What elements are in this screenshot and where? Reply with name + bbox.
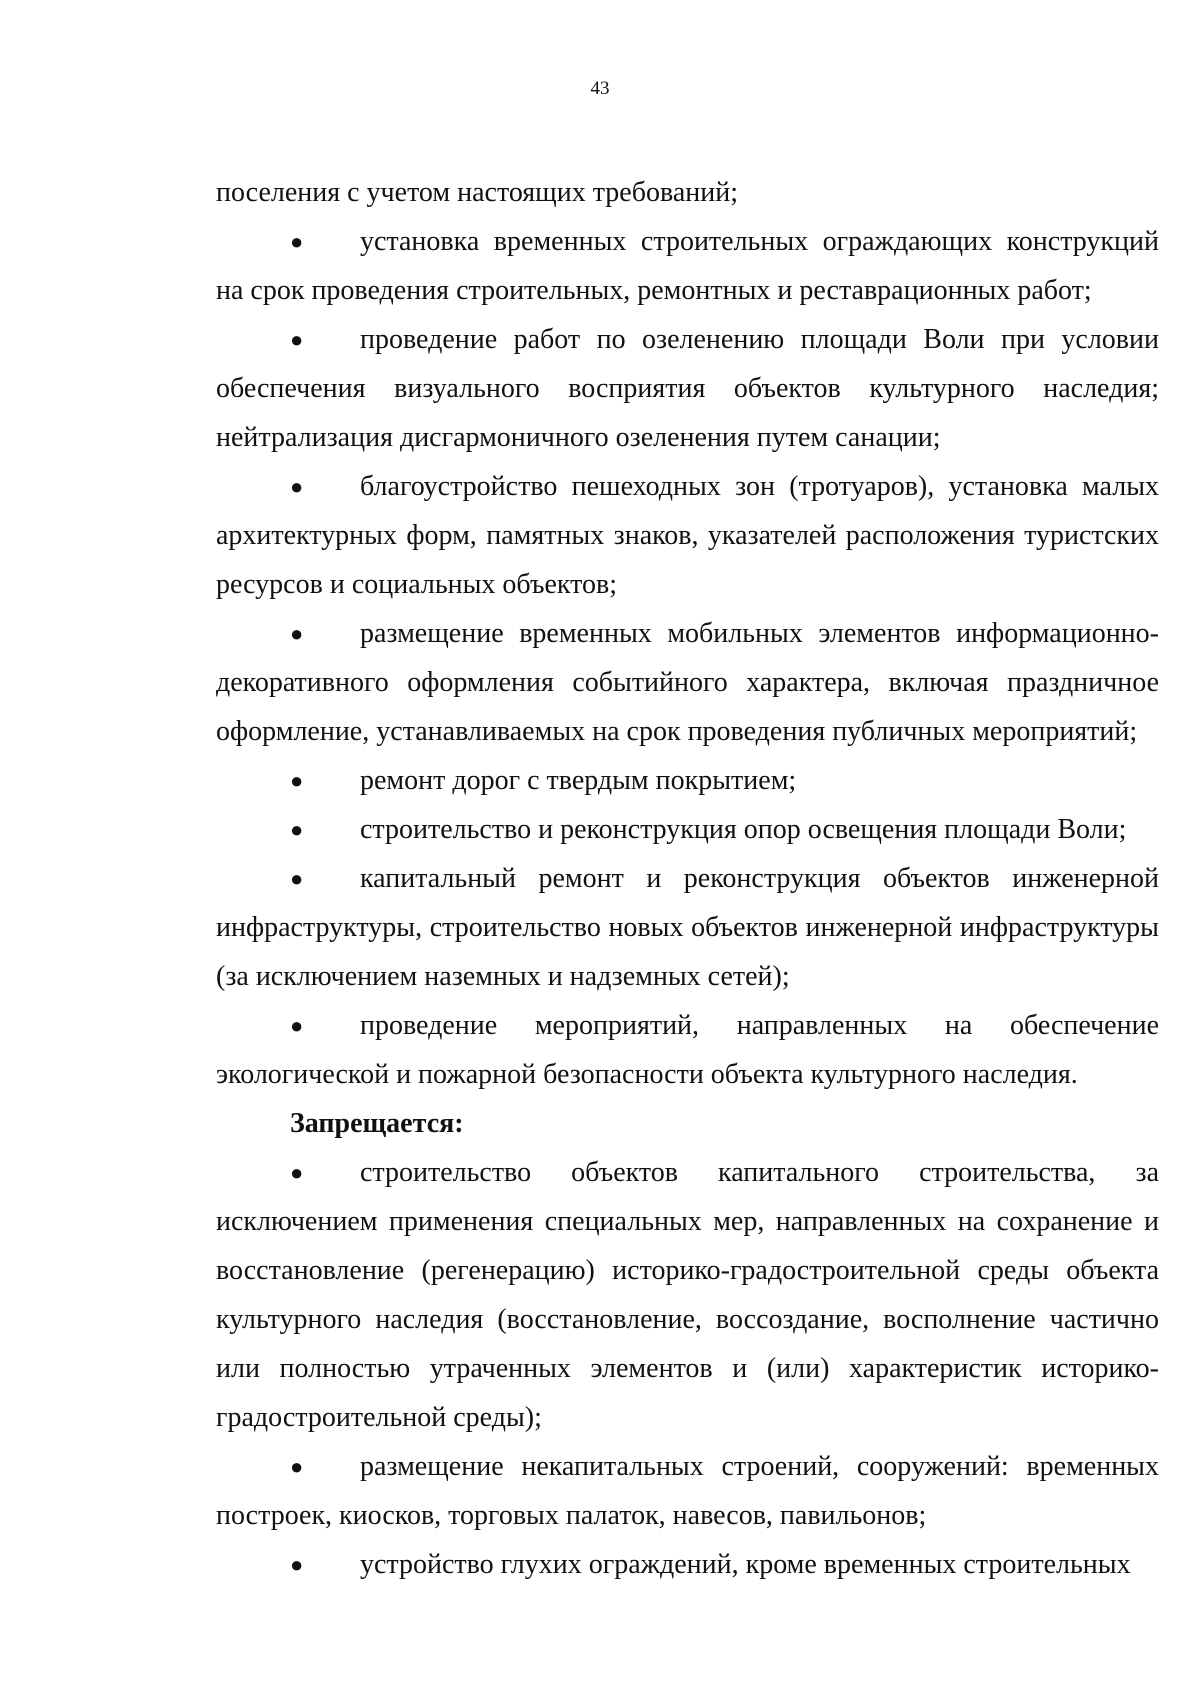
list-item-text: размещение временных мобильных элементов информационно-декоративного оформления событийного характера, включая праздничное оформление, устанавливаемых на срок проведения публичных мероприятий; (216, 618, 1159, 747)
list-item-text: проведение мероприятий, направленных на обеспечение экологической и пожарной безопасности объекта культурного наследия. (216, 1010, 1159, 1090)
list-item-text: строительство и реконструкция опор освещения площади Воли; (360, 814, 1127, 845)
bullet-icon: ● (290, 1552, 304, 1577)
prohibited-list (216, 1148, 1159, 1589)
list-item (216, 315, 1159, 462)
list-item (216, 854, 1159, 1001)
bullet-icon: ● (290, 229, 304, 254)
document-body (216, 168, 1159, 1589)
intro-paragraph: поселения с учетом настоящих требований; (216, 177, 738, 208)
list-item-text: размещение некапитальных строений, сооружений: временных построек, киосков, торговых палаток, навесов, павильонов; (216, 1451, 1159, 1531)
section-heading-prohibited: Запрещается: (290, 1108, 464, 1139)
bullet-icon: ● (290, 621, 304, 646)
list-item-text: проведение работ по озеленению площади Воли при условии обеспечения визуального восприятия объектов культурного наследия; нейтрализация дисгармоничного озеленения путем санации; (216, 324, 1159, 453)
allowed-list (216, 217, 1159, 1099)
list-item (216, 756, 1159, 805)
list-item (216, 217, 1159, 315)
bullet-icon: ● (290, 866, 304, 891)
page-number: 43 (590, 78, 610, 99)
bullet-icon: ● (290, 1013, 304, 1038)
list-item-text: установка временных строительных ограждающих конструкций на срок проведения строительных, ремонтных и реставрационных работ; (216, 226, 1159, 306)
list-item (216, 1148, 1159, 1442)
list-item-text: строительство объектов капитального строительства, за исключением применения специальных мер, направленных на сохранение и восстановление (регенерацию) историко-градостроительной среды объекта культурного наследия (восстановление, воссоздание, восполнение частично или полностью утраченных элементов и (или) характеристик историко-градостроительной среды); (216, 1157, 1159, 1433)
list-item-text: устройство глухих ограждений, кроме временных строительных (360, 1549, 1131, 1580)
list-item-text: капитальный ремонт и реконструкция объектов инженерной инфраструктуры, строительство новых объектов инженерной инфраструктуры (за исключением наземных и надземных сетей); (216, 863, 1159, 992)
list-item (216, 1442, 1159, 1540)
list-item (216, 462, 1159, 609)
list-item (216, 609, 1159, 756)
list-item-text: благоустройство пешеходных зон (тротуаров), установка малых архитектурных форм, памятных знаков, указателей расположения туристских ресурсов и социальных объектов; (216, 471, 1159, 600)
list-item (216, 1540, 1159, 1589)
list-item-text: ремонт дорог с твердым покрытием; (360, 765, 797, 796)
list-item (216, 805, 1159, 854)
bullet-icon: ● (290, 474, 304, 499)
bullet-icon: ● (290, 1454, 304, 1479)
list-item (216, 1001, 1159, 1099)
bullet-icon: ● (290, 768, 304, 793)
bullet-icon: ● (290, 817, 304, 842)
bullet-icon: ● (290, 1160, 304, 1185)
bullet-icon: ● (290, 327, 304, 352)
